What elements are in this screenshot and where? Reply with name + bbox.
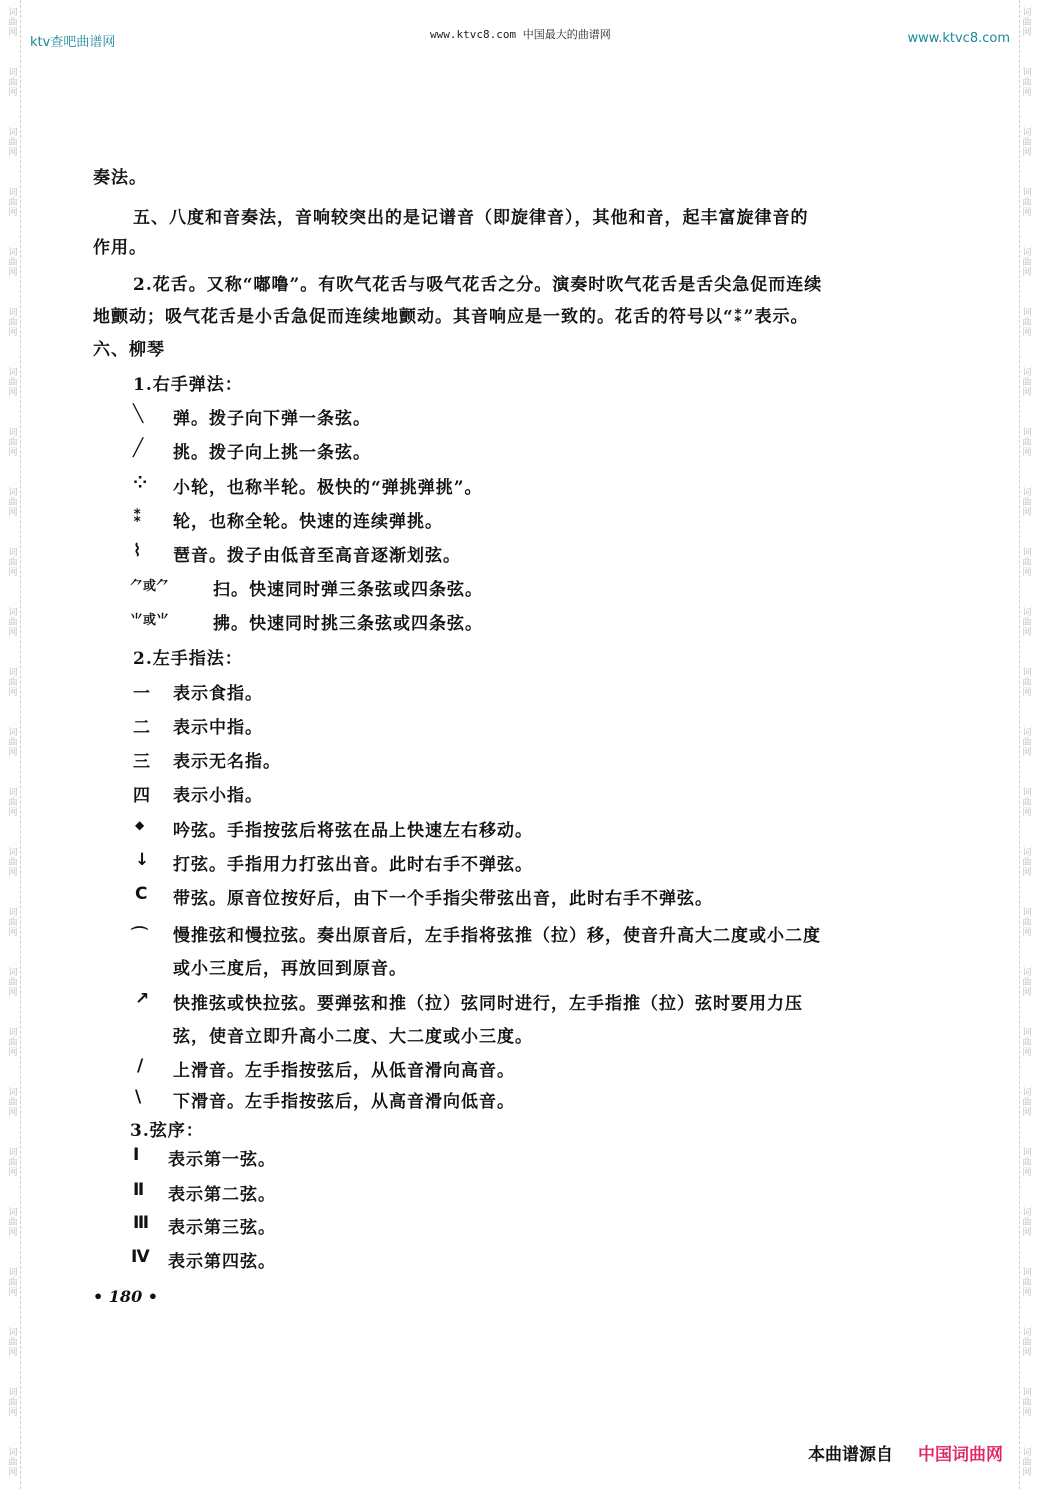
- side-watermark: 词 曲 网: [1022, 548, 1032, 578]
- text-line: 弹。拨子向下弹一条弦。: [173, 409, 371, 429]
- side-watermark: 词 曲 网: [8, 68, 18, 98]
- side-watermark: 词 曲 网: [8, 848, 18, 878]
- side-watermark: 词 曲 网: [1022, 1448, 1032, 1478]
- side-watermark: 词 曲 网: [8, 1028, 18, 1058]
- string-one-symbol-icon: Ⅰ: [133, 1145, 140, 1165]
- text-line: 挑。拨子向上挑一条弦。: [173, 443, 371, 463]
- side-watermark: 词 曲 网: [8, 608, 18, 638]
- tan-symbol-icon: ╲: [133, 404, 144, 424]
- side-watermark: 词 曲 网: [1022, 308, 1032, 338]
- slide-up-symbol-icon: /: [137, 1056, 144, 1076]
- text-line: 表示小指。: [173, 786, 263, 806]
- side-watermark: 词 曲 网: [1022, 728, 1032, 758]
- side-watermark: 词 曲 网: [1022, 1208, 1032, 1238]
- side-watermark: 词 曲 网: [1022, 1088, 1032, 1118]
- string-three-symbol-icon: Ⅲ: [133, 1213, 150, 1233]
- side-watermark: 词 曲 网: [8, 1268, 18, 1298]
- finger-three-symbol-icon: 三: [133, 752, 150, 772]
- text-line: 地颤动；吸气花舌是小舌急促而连续地颤动。其音响应是一致的。花舌的符号以“⁑”表示。: [93, 307, 809, 327]
- side-watermark: 词 曲 网: [8, 1328, 18, 1358]
- side-watermark: 词 曲 网: [1022, 248, 1032, 278]
- text-line: 琶音。拨子由低音至高音逐渐划弦。: [173, 546, 461, 566]
- side-watermark: 词 曲 网: [1022, 68, 1032, 98]
- side-watermark: 词 曲 网: [1022, 8, 1032, 38]
- side-watermark: 词 曲 网: [1022, 1268, 1032, 1298]
- pull-off-symbol-icon: C: [135, 884, 148, 904]
- text-line: 2.花舌。又称“嘟噜”。有吹气花舌与吸气花舌之分。演奏时吹气花舌是舌尖急促而连续: [133, 275, 823, 295]
- finger-four-symbol-icon: 四: [133, 786, 150, 806]
- header-left-site[interactable]: ktv查吧曲谱网: [30, 35, 116, 50]
- side-watermark: 词 曲 网: [1022, 1388, 1032, 1418]
- side-watermark: 词 曲 网: [1022, 908, 1032, 938]
- side-watermark: 词 曲 网: [1022, 1148, 1032, 1178]
- side-watermark: 词 曲 网: [8, 968, 18, 998]
- text-line: 带弦。原音位按好后，由下一个手指尖带弦出音，此时右手不弹弦。: [173, 889, 713, 909]
- text-line: 慢推弦和慢拉弦。奏出原音后，左手指将弦推（拉）移，使音升高大二度或小二度: [173, 926, 821, 946]
- side-watermark: 词 曲 网: [8, 1448, 18, 1478]
- text-line: 表示第三弦。: [168, 1218, 276, 1238]
- string-four-symbol-icon: Ⅳ: [131, 1247, 150, 1267]
- subsection-heading: 2.左手指法：: [133, 649, 243, 669]
- text-line: 打弦。手指用力打弦出音。此时右手不弹弦。: [173, 855, 533, 875]
- tiao-symbol-icon: ╱: [133, 438, 144, 458]
- side-watermark: 词 曲 网: [8, 488, 18, 518]
- side-watermark: 词 曲 网: [8, 248, 18, 278]
- side-watermark: 词 曲 网: [8, 428, 18, 458]
- side-watermark: 词 曲 网: [1022, 128, 1032, 158]
- side-watermark: 词 曲 网: [8, 908, 18, 938]
- side-watermark: 词 曲 网: [1022, 848, 1032, 878]
- side-watermark: 词 曲 网: [1022, 968, 1032, 998]
- side-watermark: 词 曲 网: [8, 548, 18, 578]
- header-right-url[interactable]: www.ktvc8.com: [907, 31, 1010, 46]
- side-watermark: 词 曲 网: [1022, 1328, 1032, 1358]
- text-line: 下滑音。左手指按弦后，从高音滑向低音。: [173, 1092, 515, 1112]
- text-line: 表示第一弦。: [168, 1150, 276, 1170]
- side-watermark: 词 曲 网: [1022, 1028, 1032, 1058]
- side-watermark: 词 曲 网: [1022, 368, 1032, 398]
- text-line: 表示第四弦。: [168, 1252, 276, 1272]
- text-line: 表示第二弦。: [168, 1185, 276, 1205]
- text-line: 小轮，也称半轮。极快的“弹挑弹挑”。: [173, 478, 483, 498]
- text-line: 表示无名指。: [173, 752, 281, 772]
- subsection-heading: 3.弦序：: [130, 1121, 204, 1141]
- sweep-symbol-icon: ⺈或⺈: [130, 579, 170, 594]
- footer-source-site[interactable]: 中国词曲网: [918, 1445, 1003, 1465]
- side-watermark: 词 曲 网: [8, 788, 18, 818]
- side-watermark: 词 曲 网: [1022, 188, 1032, 218]
- side-watermark: 词 曲 网: [8, 728, 18, 758]
- side-watermark: 词 曲 网: [8, 188, 18, 218]
- side-watermark: 词 曲 网: [8, 8, 18, 38]
- finger-one-symbol-icon: 一: [133, 684, 150, 704]
- header-center-site[interactable]: www.ktvc8.com 中国最大的曲谱网: [430, 28, 611, 41]
- text-line: 扫。快速同时弹三条弦或四条弦。: [213, 580, 483, 600]
- text-line: 轮，也称全轮。快速的连续弹挑。: [173, 512, 443, 532]
- page-number: • 180 •: [93, 1287, 158, 1306]
- side-watermark: 词 曲 网: [1022, 488, 1032, 518]
- text-line: 表示食指。: [173, 684, 263, 704]
- text-line: 快推弦或快拉弦。要弹弦和推（拉）弦同时进行，左手指推（拉）弦时要用力压: [173, 994, 803, 1014]
- side-watermark: 词 曲 网: [8, 1208, 18, 1238]
- text-line: 五、八度和音奏法，音响较突出的是记谱音（即旋律音），其他和音，起丰富旋律音的: [133, 208, 809, 228]
- text-line: 或小三度后，再放回到原音。: [173, 959, 407, 979]
- text-line: 上滑音。左手指按弦后，从低音滑向高音。: [173, 1061, 515, 1081]
- side-watermark: 词 曲 网: [8, 368, 18, 398]
- text-line: 作用。: [93, 238, 147, 258]
- section-heading: 六、柳琴: [93, 340, 165, 360]
- arpeggio-symbol-icon: ⌇: [133, 541, 142, 561]
- string-two-symbol-icon: Ⅱ: [133, 1180, 145, 1200]
- text-line: 弦，使音立即升高小二度、大二度或小三度。: [173, 1027, 533, 1047]
- side-watermark: 词 曲 网: [8, 1088, 18, 1118]
- brush-symbol-icon: ⺌或⺌: [130, 613, 170, 628]
- slide-down-symbol-icon: \: [135, 1087, 142, 1107]
- text-line: 吟弦。手指按弦后将弦在品上快速左右移动。: [173, 821, 533, 841]
- fast-bend-symbol-icon: ↗: [135, 989, 150, 1009]
- hammer-symbol-icon: ↓: [135, 850, 150, 870]
- side-watermark: 词 曲 网: [8, 308, 18, 338]
- side-watermark: 词 曲 网: [8, 128, 18, 158]
- side-watermark: 词 曲 网: [1022, 788, 1032, 818]
- text-line: 拂。快速同时挑三条弦或四条弦。: [213, 614, 483, 634]
- side-watermark: 词 曲 网: [1022, 668, 1032, 698]
- full-roll-symbol-icon: ⁑: [133, 507, 142, 527]
- side-watermark: 词 曲 网: [8, 1388, 18, 1418]
- side-watermark: 词 曲 网: [8, 668, 18, 698]
- finger-two-symbol-icon: 二: [133, 718, 150, 738]
- side-watermark: 词 曲 网: [8, 1148, 18, 1178]
- slow-bend-symbol-icon: ⌒: [131, 926, 148, 946]
- side-watermark: 词 曲 网: [1022, 428, 1032, 458]
- subsection-heading: 1.右手弹法：: [133, 375, 243, 395]
- text-line: 表示中指。: [173, 718, 263, 738]
- text-line: 奏法。: [93, 168, 147, 188]
- footer-source-label: 本曲谱源自: [808, 1445, 893, 1465]
- side-watermark: 词 曲 网: [1022, 608, 1032, 638]
- half-roll-symbol-icon: ⁘: [133, 473, 148, 493]
- vibrato-symbol-icon: ◆: [135, 818, 145, 832]
